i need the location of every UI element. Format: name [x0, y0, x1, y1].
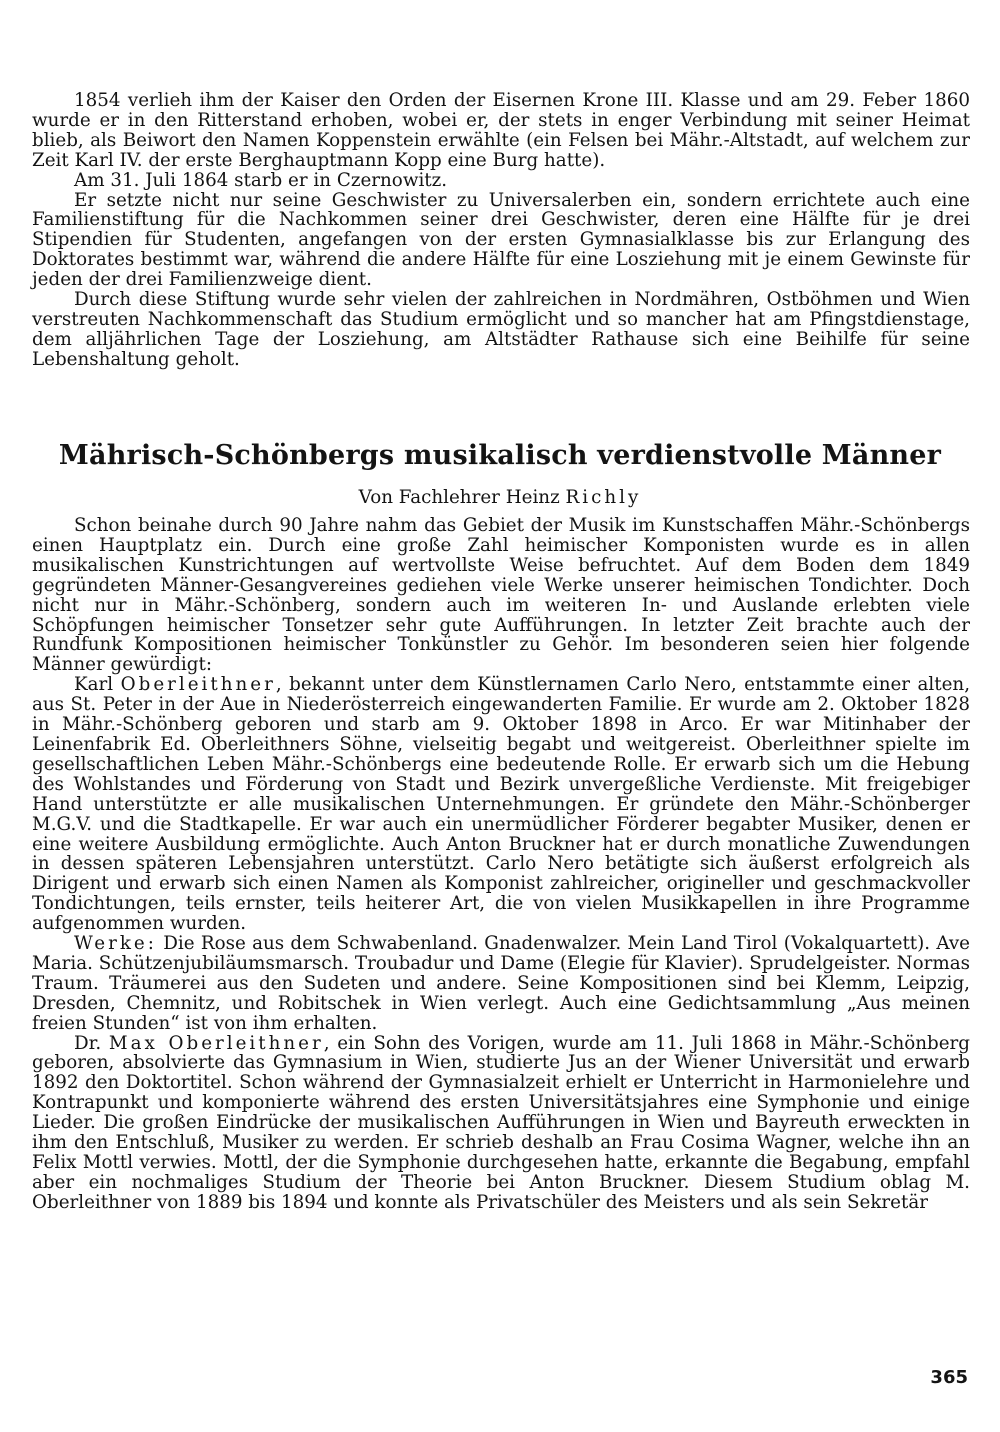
- author-name: Richly: [565, 487, 642, 508]
- page-number: 365: [930, 1367, 968, 1388]
- article-body: [32, 516, 970, 1213]
- paragraph-death: Am 31. Juli 1864 starb er in Czernowitz.: [74, 169, 448, 191]
- paragraph-stiftung: Durch diese Stiftung wurde sehr vielen der zahlreichen in Nordmähren, Ostböhmen und Wien verstreuten Nachkommenschaft das Studium ermöglicht und so mancher hat am Pfingstdienstage, dem alljährlichen Tage der Losziehung, am Altstädter Rathause sich eine Beihilfe für seine Lebenshaltung geholt.: [32, 289, 970, 370]
- article-byline: [0, 487, 1000, 508]
- max-text: , ein Sohn des Vorigen, wurde am 11. Juli 1868 in Mähr.-Schönberg geboren, absolvierte das Gymnasium in Wien, studierte Jus an der Wiener Universität und erwarb 1892 den Doktortitel. Schon während der Gymnasialzeit erhielt er Unterricht in Harmonielehre und Kontrapunkt und komponierte während des ersten Universitätsjahres eine Symphonie und einige Lieder. Die großen Eindrücke der musikalischen Aufführungen in Wien und Bayreuth erweckten in ihm den Entschluß, Musiker zu werden. Er schrieb deshalb an Frau Cosima Wagner, welche ihn an Felix Mottl verwies. Mottl, der die Symphonie durchgesehen hatte, erkannte die Begabung, empfahl aber ein nochmaliges Studium der Theorie bei Anton Bruckner. Diesem Studium oblag M. Oberleithner von 1889 bis 1894 und konnte als Privatschüler des Meisters und als sein Sekretär: [32, 1032, 970, 1213]
- karl-name: Oberleithner: [120, 674, 276, 696]
- werke-text: Die Rose aus dem Schwabenland. Gnadenwalzer. Mein Land Tirol (Vokalquartett). Ave Maria. Schützenjubiläumsmarsch. Troubadur und Dame (Elegie für Klavier). Sprudelgeister. Normas Traum. Träumerei aus den Sudeten und andere. Seine Kompositionen sind bei Klemm, Leipzig, Dresden, Chemnitz, und Robitschek in Wien verlegt. Auch eine Gedichtsammlung „Aus meinen freien Stunden“ ist von ihm erhalten.: [32, 933, 970, 1034]
- biography-continuation: [32, 91, 970, 370]
- paragraph-max-oberleithner: [32, 1034, 970, 1213]
- werke-label: Werke:: [74, 933, 157, 955]
- paragraph-foundation: Er setzte nicht nur seine Geschwister zu Universalerben ein, sondern errichtete auch eine Familienstiftung für die Nachkommen seiner drei Geschwister, deren eine Hälfte für je drei Stipendien für Studenten, angefangen von der ersten Gymnasialklasse bis zur Erlangung des Doktorates bestimmt war, während die andere Hälfte für eine Losziehung mit je einem Gewinste für jeden der drei Familienzweige dient.: [32, 189, 970, 291]
- max-prefix: Dr.: [74, 1032, 102, 1054]
- karl-text: , bekannt unter dem Künstlernamen Carlo Nero, entstammte einer alten, aus St. Peter in der Aue in Niederösterreich eingewanderten Familie. Er wurde am 2. Oktober 1828 in Mähr.-Schönberg geboren und starb am 9. Oktober 1898 in Arco. Er war Mitinhaber der Leinenfabrik Ed. Oberleithners Söhne, vielseitig begabt und weitgereist. Oberleithner spielte im gesellschaftlichen Leben Mähr.-Schönbergs eine bedeutende Rolle. Er erwarb sich um die Hebung des Wohlstandes und Förderung von Stadt und Bezirk unvergeßliche Verdienste. Mit freigebiger Hand unterstützte er alle musikalischen Unternehmungen. Er gründete den Mähr.-Schönberger M.G.V. und die Stadtkapelle. Er war auch ein unermüdlicher Förderer begabter Musiker, denen er eine weitere Ausbildung ermöglichte. Auch Anton Bruckner hat er durch monatliche Zuwendungen in dessen späteren Lebensjahren unterstützt. Carlo Nero betätigte sich äußerst erfolgreich als Dirigent und erwarb sich einen Namen als Komponist zahlreicher, origineller und geschmackvoller Tondichtungen, teils ernster, teils heiterer Art, die von vielen Musikkapellen in ihre Programme aufgenommen wurden.: [32, 674, 970, 935]
- paragraph-werke: [32, 934, 970, 1034]
- article-title: Mährisch-Schönbergs musikalisch verdienstvolle Männer: [58, 440, 942, 471]
- byline-prefix: Von Fachlehrer Heinz: [358, 487, 560, 508]
- paragraph-intro: Schon beinahe durch 90 Jahre nahm das Gebiet der Musik im Kunstschaffen Mähr.-Schönbergs einen Hauptplatz ein. Durch eine große Zahl heimischer Komponisten wurde es in allen musikalischen Kunstrichtungen auf wertvollste Weise befruchtet. Auf dem Boden dem 1849 gegründeten Männer-Gesangvereines gediehen viele Werke unserer heimischen Tondichter. Doch nicht nur in Mähr.-Schönberg, sondern auch im weiteren In- und Auslande erlebten viele Schöpfungen heimischer Tonsetzer sehr gute Aufführungen. In letzter Zeit brachte auch der Rundfunk Kompositionen heimischer Tonkünstler zu Gehör. Im besonderen seien hier folgende Männer gewürdigt:: [32, 515, 970, 676]
- karl-prefix: Karl: [74, 674, 114, 696]
- max-name: Max Oberleithner: [108, 1032, 324, 1054]
- paragraph-ritterstand: 1854 verlieh ihm der Kaiser den Orden der Eisernen Krone III. Klasse und am 29. Feber 1860 wurde er in den Ritterstand erhoben, wobei er, der stets in enger Verbindung mit seiner Heimat blieb, als Beiwort den Namen Koppenstein erwählte (ein Felsen bei Mähr.-Altstadt, auf welchem zur Zeit Karl IV. der erste Berghauptmann Kopp eine Burg hatte).: [32, 90, 970, 171]
- paragraph-karl-oberleithner: [32, 675, 970, 934]
